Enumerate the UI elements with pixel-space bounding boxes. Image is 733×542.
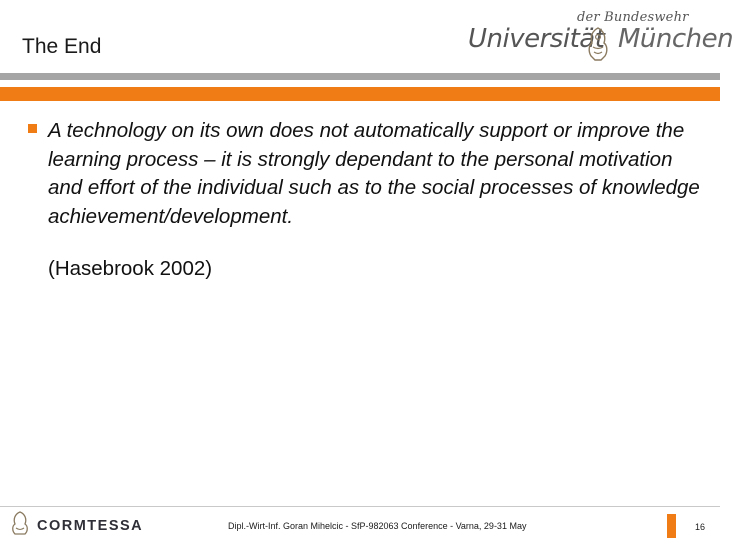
page-number: 16 — [695, 522, 706, 532]
company-logo — [6, 509, 156, 537]
header-rule-orange — [0, 87, 720, 101]
logo-line-universitaet: Universität — [468, 24, 605, 54]
footer-caption: Dipl.-Wirt-Inf. Goran Mihelcic - SfP-982063 Conference - Varna, 29-31 May — [228, 521, 527, 531]
footer-divider — [0, 506, 720, 507]
bullet-text: A technology on its own does not automatically support or improve the learning process – it is strongly dependant to the personal motivation and effort of the individual such as to the social processes of knowledge achievement/development. — [48, 119, 700, 228]
slide-title: The End — [22, 35, 102, 58]
logo-line-muenchen: München — [618, 24, 733, 54]
company-crest-icon — [6, 509, 34, 537]
university-crest-icon — [582, 25, 614, 63]
citation: (Hasebrook 2002) — [48, 257, 213, 280]
university-logo — [462, 10, 733, 68]
slide-content — [28, 117, 708, 281]
company-name: CORMTESSA — [37, 518, 144, 534]
bullet-item — [28, 117, 708, 231]
logo-line-bundeswehr: der Bundeswehr — [577, 10, 689, 25]
header-rule-gray — [0, 73, 720, 80]
footer-accent-bar — [667, 514, 676, 538]
bullet-square-icon — [28, 124, 37, 133]
